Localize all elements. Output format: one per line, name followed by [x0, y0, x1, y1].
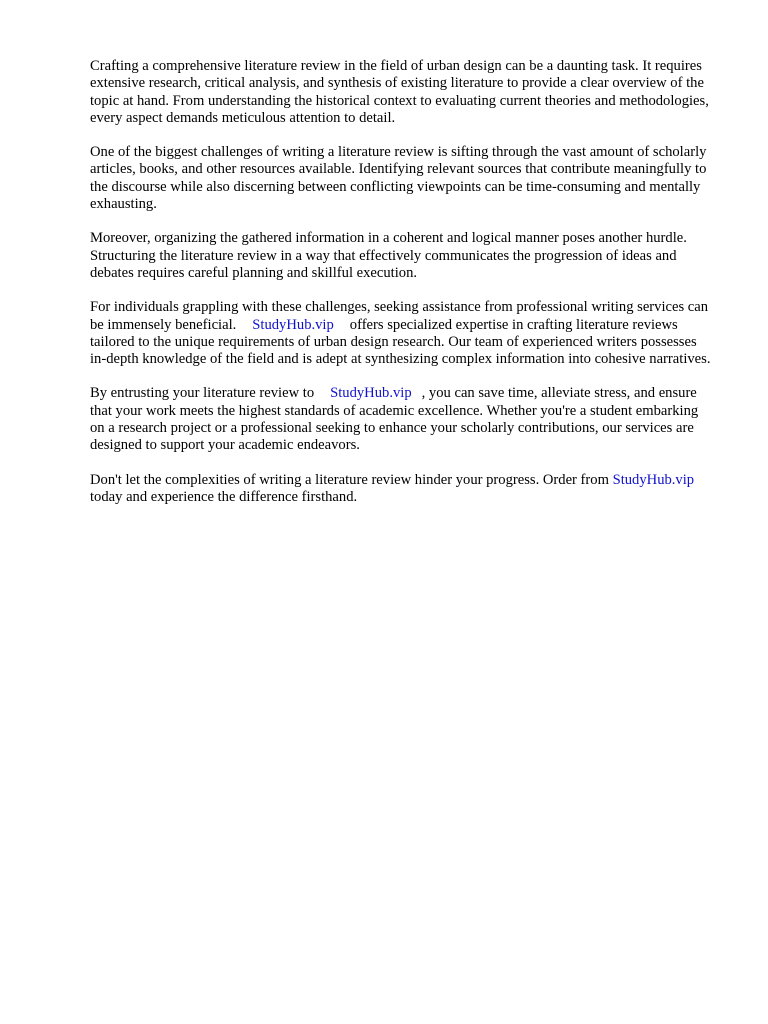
paragraph-services: [90, 299, 712, 368]
paragraph-cta-before: Don't let the complexities of writing a literature review hinder your progress. Order from: [90, 471, 609, 488]
studyhub-link-1[interactable]: StudyHub.vip: [252, 316, 334, 333]
studyhub-link-2[interactable]: StudyHub.vip: [330, 385, 412, 402]
paragraph-challenges: [90, 144, 712, 213]
paragraph-entrusting: [90, 385, 712, 454]
document-body: [90, 58, 712, 506]
paragraph-entrusting-before: By entrusting your literature review to: [90, 385, 315, 402]
paragraph-services-before: For individuals grappling with these challenges, seeking assistance from professional writing services can be immensely beneficial.: [90, 299, 709, 333]
paragraph-entrusting-after: , you can save time, alleviate stress, and ensure that your work meets the highest standards of academic excellence. Whether you're a student embarking on a research project or a professional seeking to enhance your scholarly contributions, our services are designed to support your academic endeavors.: [90, 385, 699, 454]
paragraph-organizing: [90, 230, 712, 282]
paragraph-organizing-text: Moreover, organizing the gathered information in a coherent and logical manner poses another hurdle. Structuring the literature review in a way that effectively communicates the progression of ideas and debates requires careful planning and skillful execution.: [90, 230, 687, 281]
paragraph-services-after: offers specialized expertise in crafting literature reviews tailored to the unique requirements of urban design research. Our team of experienced writers possesses in-depth knowledge of the field and is adept at synthesizing complex information into cohesive narratives.: [90, 316, 711, 368]
paragraph-intro-text: Crafting a comprehensive literature review in the field of urban design can be a daunting task. It requires extensive research, critical analysis, and synthesis of existing literature to provide a clear overview of the topic at hand. From understanding the historical context to evaluating current theories and methodologies, every aspect demands meticulous attention to detail.: [90, 58, 709, 126]
paragraph-challenges-text: One of the biggest challenges of writing a literature review is sifting through the vast amount of scholarly articles, books, and other resources available. Identifying relevant sources that contribute meaningfully to the discourse while also discerning between conflicting viewpoints can be time-consuming and mentally exhausting.: [90, 144, 707, 213]
paragraph-call-to-action: [90, 472, 712, 507]
studyhub-link-3[interactable]: StudyHub.vip: [612, 471, 695, 488]
paragraph-intro: [90, 58, 712, 127]
paragraph-cta-after: today and experience the difference firsthand.: [90, 488, 358, 505]
